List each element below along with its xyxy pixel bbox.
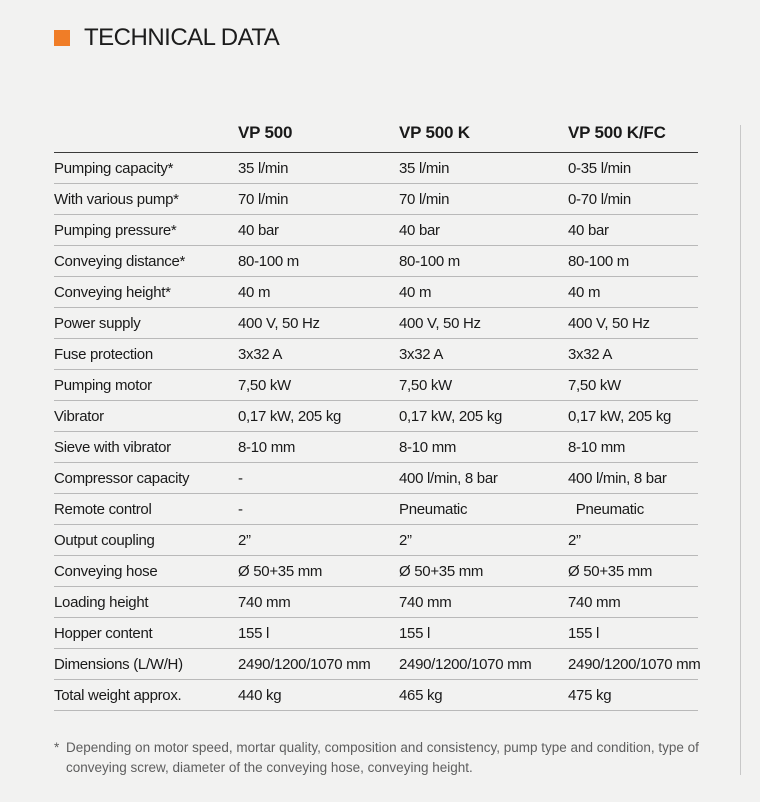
value-vp500k: 155 l [399,624,431,642]
row-label: Total weight approx. [54,686,182,704]
value-vp500: 400 V, 50 Hz [238,314,320,332]
table-row [54,277,698,308]
page-title: TECHNICAL DATA [84,24,280,51]
table-row [54,556,698,587]
value-vp500k: 70 l/min [399,190,450,208]
value-vp500: - [238,469,243,487]
footnote-text: Depending on motor speed, mortar quality, composition and consistency, pump type and condition, type of conveying screw, diameter of the conveying hose, conveying height. [66,740,699,775]
section-heading [54,24,279,52]
table-row [54,587,698,618]
value-vp500k: 40 m [399,283,432,301]
value-vp500kfc: 80-100 m [568,252,629,270]
footnote-marker: * [54,740,60,755]
value-vp500k: 400 V, 50 Hz [399,314,481,332]
row-label: Loading height [54,593,149,611]
value-vp500kfc: 7,50 kW [568,376,621,394]
footnote [54,738,734,778]
value-vp500: 40 bar [238,221,279,239]
table-header-row [54,112,698,153]
value-vp500k: Ø 50+35 mm [399,562,484,580]
table-row [54,246,698,277]
row-label: Hopper content [54,624,153,642]
value-vp500: 440 kg [238,686,282,704]
value-vp500: 40 m [238,283,271,301]
row-label: Remote control [54,500,152,518]
value-vp500: 0,17 kW, 205 kg [238,407,342,425]
value-vp500: 70 l/min [238,190,289,208]
value-vp500: 7,50 kW [238,376,291,394]
table-row [54,308,698,339]
value-vp500: 2” [238,531,251,549]
table-row [54,370,698,401]
value-vp500kfc: 0-35 l/min [568,159,631,177]
table-row [54,401,698,432]
value-vp500kfc: 155 l [568,624,600,642]
row-label: Conveying distance* [54,252,186,270]
value-vp500kfc: 3x32 A [568,345,613,363]
value-vp500kfc: 740 mm [568,593,621,611]
row-label: With various pump* [54,190,179,208]
header-cell-vp500k: VP 500 K [399,123,470,142]
value-vp500kfc: 2490/1200/1070 mm [568,655,701,673]
value-vp500: 3x32 A [238,345,283,363]
value-vp500: 80-100 m [238,252,299,270]
value-vp500kfc: 2” [568,531,581,549]
value-vp500kfc: Ø 50+35 mm [568,562,653,580]
table-row [54,618,698,649]
value-vp500kfc: 8-10 mm [568,438,626,456]
row-label: Conveying hose [54,562,158,580]
value-vp500kfc: 0,17 kW, 205 kg [568,407,672,425]
table-row [54,680,698,711]
value-vp500: 8-10 mm [238,438,296,456]
row-label: Conveying height* [54,283,171,301]
value-vp500k: 7,50 kW [399,376,452,394]
table-row [54,184,698,215]
vertical-divider [740,125,741,775]
value-vp500k: 35 l/min [399,159,450,177]
row-label: Fuse protection [54,345,153,363]
value-vp500k: 2” [399,531,412,549]
value-vp500k: 3x32 A [399,345,444,363]
row-label: Sieve with vibrator [54,438,171,456]
row-label: Pumping motor [54,376,152,394]
value-vp500k: 740 mm [399,593,452,611]
technical-data-table [54,112,701,711]
row-label: Pumping capacity* [54,159,174,177]
value-vp500kfc: 475 kg [568,686,612,704]
table-row [54,494,698,525]
value-vp500k: 0,17 kW, 205 kg [399,407,503,425]
row-label: Dimensions (L/W/H) [54,655,183,673]
value-vp500kfc: 0-70 l/min [568,190,631,208]
header-cell-vp500: VP 500 [238,123,293,142]
value-vp500kfc: 40 m [568,283,601,301]
table-row [54,153,698,184]
value-vp500k: 8-10 mm [399,438,457,456]
value-vp500: 155 l [238,624,270,642]
orange-square-icon [54,30,70,46]
value-vp500k: 465 kg [399,686,443,704]
value-vp500: Ø 50+35 mm [238,562,323,580]
row-label: Output coupling [54,531,155,549]
table-row [54,215,698,246]
table-row [54,463,698,494]
table-row [54,432,698,463]
table-row [54,525,698,556]
value-vp500k: 400 l/min, 8 bar [399,469,498,487]
value-vp500: - [238,500,243,518]
value-vp500k: 80-100 m [399,252,460,270]
value-vp500: 2490/1200/1070 mm [238,655,371,673]
value-vp500kfc: 400 V, 50 Hz [568,314,650,332]
value-vp500k: 40 bar [399,221,440,239]
value-vp500: 35 l/min [238,159,289,177]
row-label: Compressor capacity [54,469,190,487]
row-label: Pumping pressure* [54,221,177,239]
value-vp500kfc: 400 l/min, 8 bar [568,469,667,487]
header-cell-vp500kfc: VP 500 K/FC [568,123,666,142]
row-label: Power supply [54,314,141,332]
value-vp500k: Pneumatic [399,500,468,518]
row-label: Vibrator [54,407,104,425]
value-vp500kfc: 40 bar [568,221,609,239]
table-row [54,649,701,680]
value-vp500: 740 mm [238,593,291,611]
value-vp500k: 2490/1200/1070 mm [399,655,532,673]
table-row [54,339,698,370]
value-vp500kfc: Pneumatic [568,500,644,518]
